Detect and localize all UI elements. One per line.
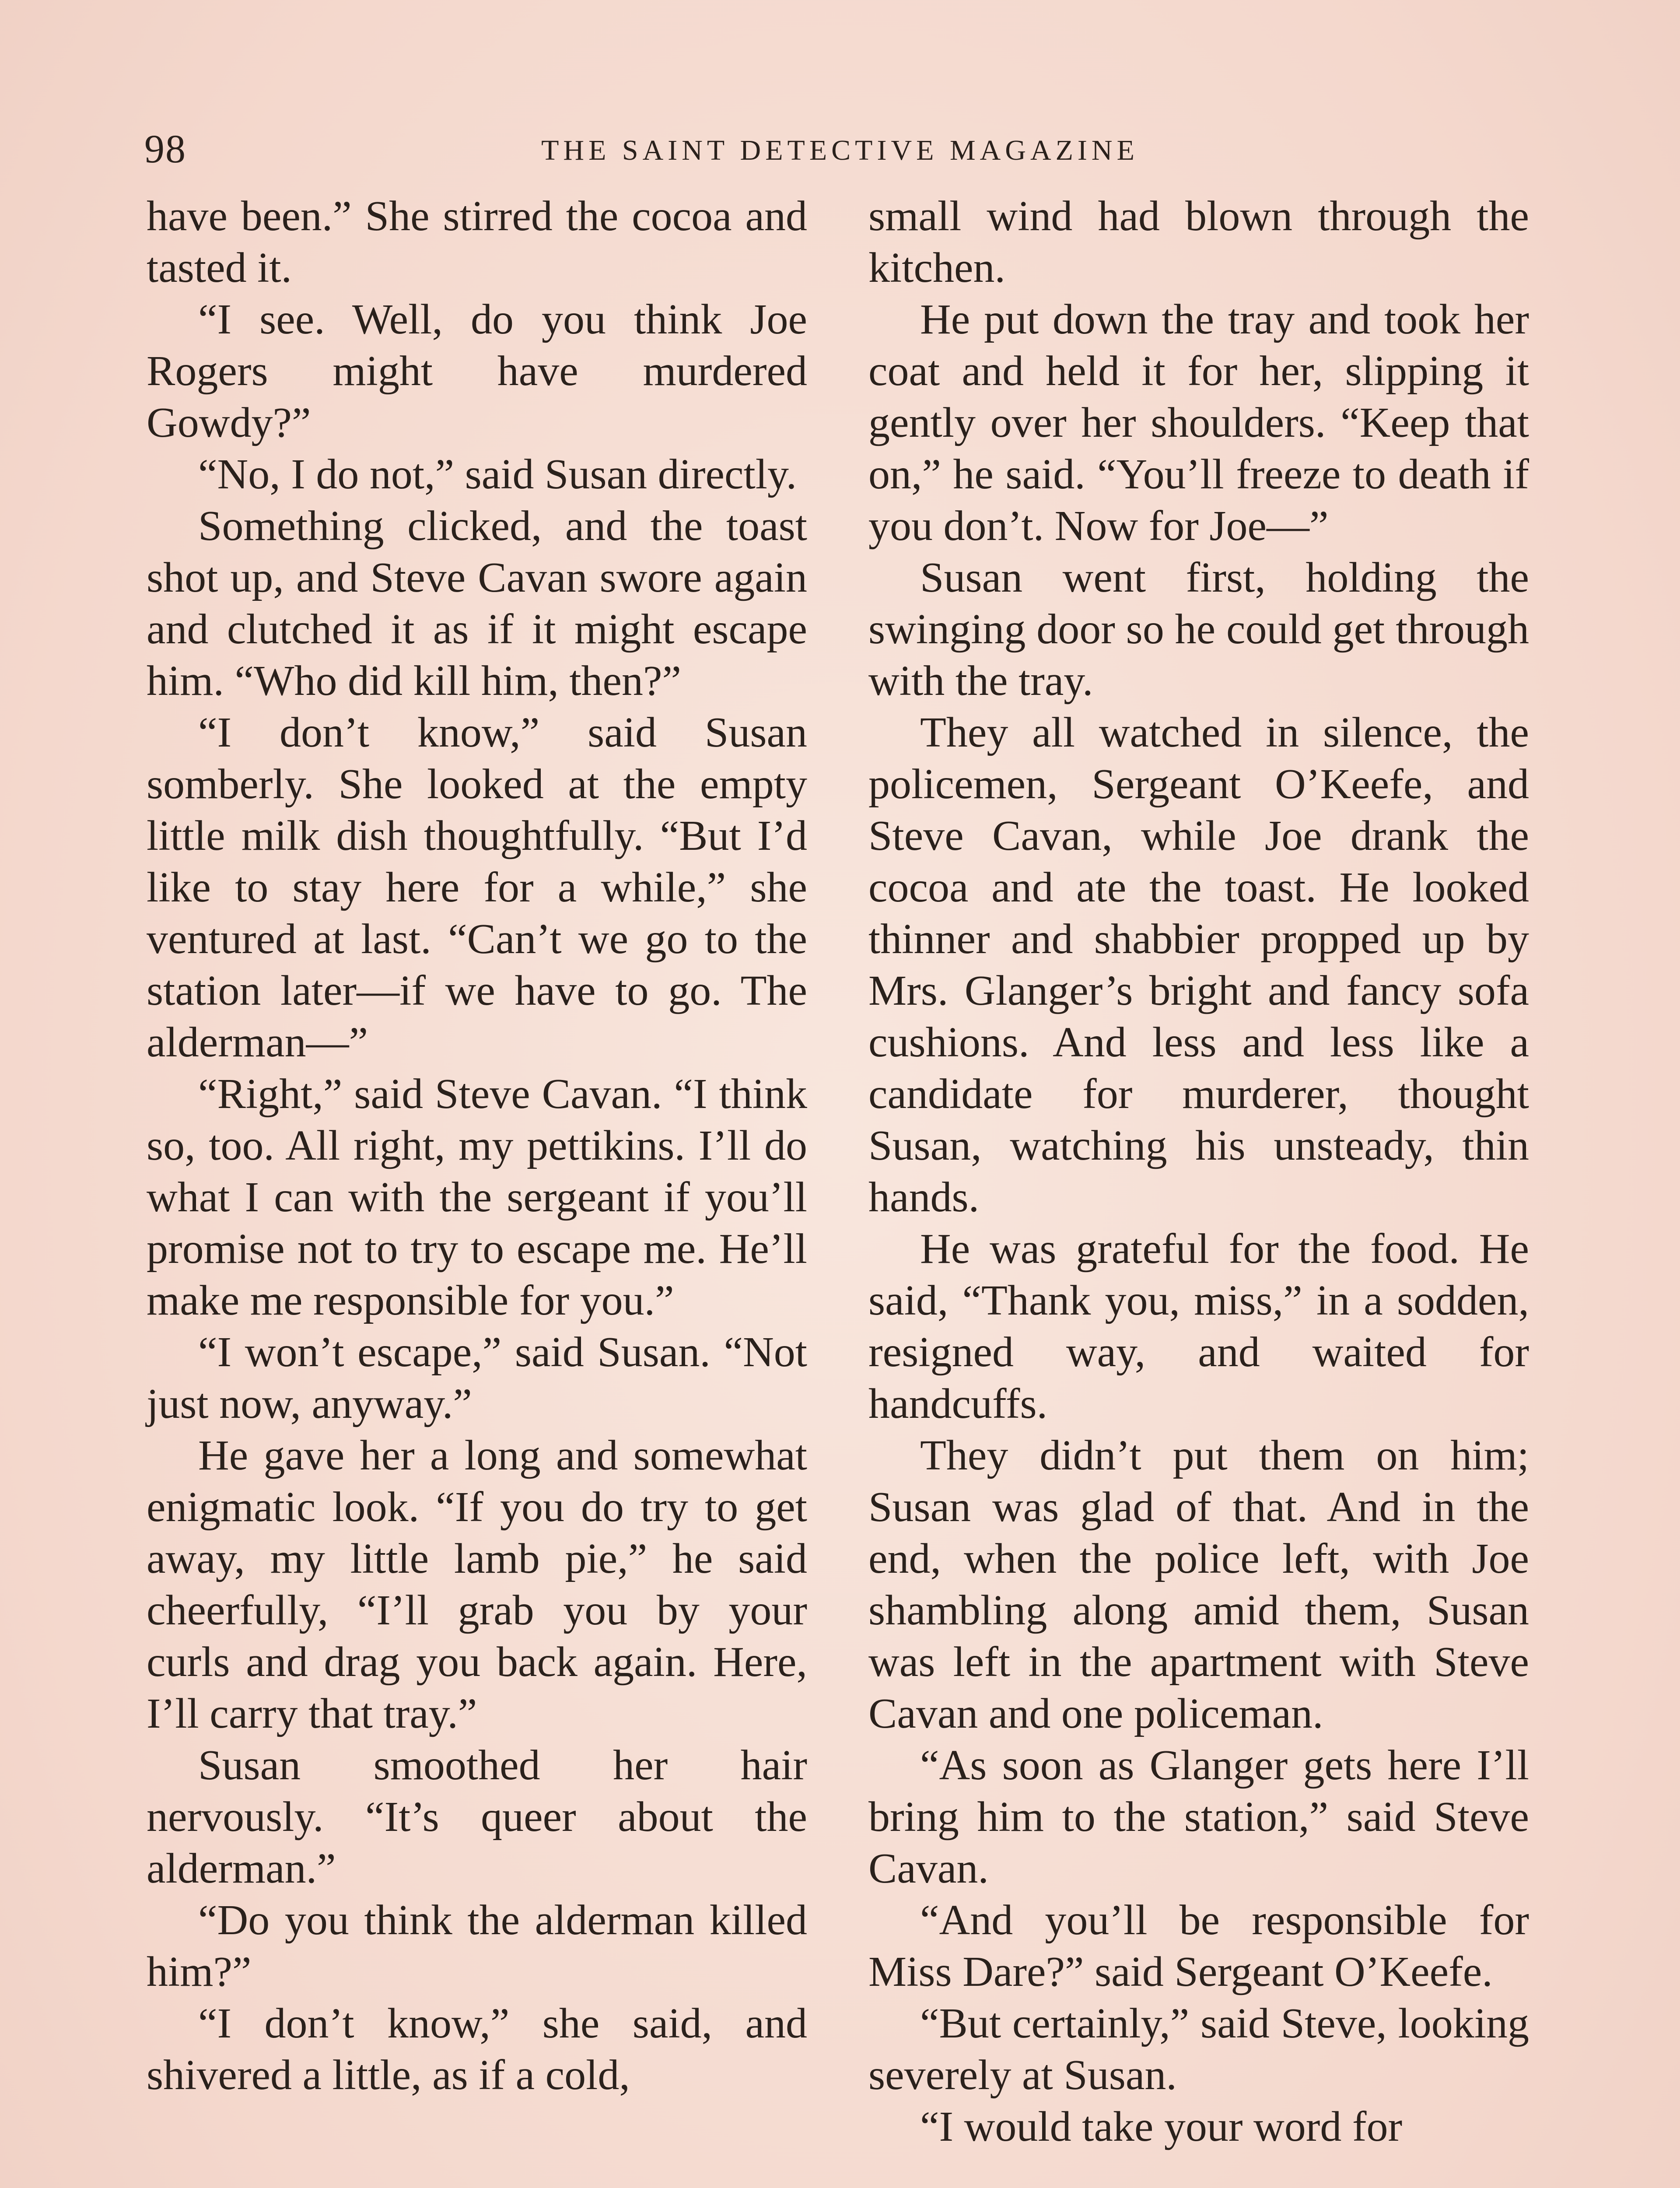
paragraph: “Right,” said Steve Cavan. “I think so, too. All right, my pettikins. I’ll do what I can with the sergeant if you’ll promise not to try to escape me. He’ll make me responsible for you.” (147, 1070, 807, 1324)
paragraph: “I would take your word for (920, 2103, 1403, 2150)
paragraph: Susan went first, holding the swinging door so he could get through with the tray. (868, 554, 1529, 705)
paragraph: “I see. Well, do you think Joe Rogers might have murdered Gowdy?” (147, 296, 807, 446)
paragraph: “And you’ll be responsible for Miss Dare?” said Sergeant O’Keefe. (868, 1897, 1529, 1995)
running-head: THE SAINT DETECTIVE MAGAZINE (541, 134, 1139, 166)
paragraph: He gave her a long and somewhat enigmatic look. “If you do try to get away, my little lamb pie,” he said cheerfully, “I’ll grab you by your curls and drag you back again. Here, I’ll carry that tray.” (147, 1432, 807, 1737)
page-header (144, 123, 1536, 179)
page-number: 98 (144, 126, 186, 171)
paragraph: “I don’t know,” said Susan somberly. She looked at the empty little milk dish thoughtfully. “But I’d like to stay here for a while,” she ventured at last. “Can’t we go to the station later—if we have to go. The alderman—” (147, 709, 807, 1066)
paragraph: small wind had blown through the kitchen. (868, 193, 1529, 291)
paragraph: He was grateful for the food. He said, “Thank you, miss,” in a sodden, resigned way, and waited for handcuffs. (868, 1225, 1529, 1427)
paragraph: “As soon as Glanger gets here I’ll bring him to the station,” said Steve Cavan. (868, 1742, 1529, 1892)
paragraph: “But certainly,” said Steve, looking severely at Susan. (868, 2000, 1529, 2099)
paragraph: They didn’t put them on him; Susan was glad of that. And in the end, when the police left, with Joe shambling along amid them, Susan was left in the apartment with Steve Cavan and one policeman. (868, 1432, 1529, 1737)
right-column (868, 190, 1529, 2153)
paragraph: “I don’t know,” she said, and shivered a little, as if a cold, (147, 2000, 807, 2099)
paragraph: He put down the tray and took her coat and held it for her, slipping it gently over her shoulders. “Keep that on,” he said. “You’ll freeze to death if you don’t. Now for Joe—” (868, 296, 1529, 550)
paragraph: Something clicked, and the toast shot up, and Steve Cavan swore again and clutched it as if it might escape him. “Who did kill him, then?” (147, 502, 807, 705)
left-column (147, 190, 807, 2101)
paragraph: They all watched in silence, the policemen, Sergeant O’Keefe, and Steve Cavan, while Joe drank the cocoa and ate the toast. He looked thinner and shabbier propped up by Mrs. Glanger’s bright and fancy sofa cushions. And less and less like a candidate for murderer, thought Susan, watching his unsteady, thin hands. (868, 709, 1529, 1221)
paragraph: “Do you think the alderman killed him?” (147, 1897, 807, 1995)
paragraph: “No, I do not,” said Susan directly. (198, 451, 797, 498)
paragraph: have been.” She stirred the cocoa and tasted it. (147, 193, 807, 291)
paragraph: Susan smoothed her hair nervously. “It’s queer about the alderman.” (147, 1742, 807, 1892)
paragraph: “I won’t escape,” said Susan. “Not just now, anyway.” (147, 1329, 807, 1427)
